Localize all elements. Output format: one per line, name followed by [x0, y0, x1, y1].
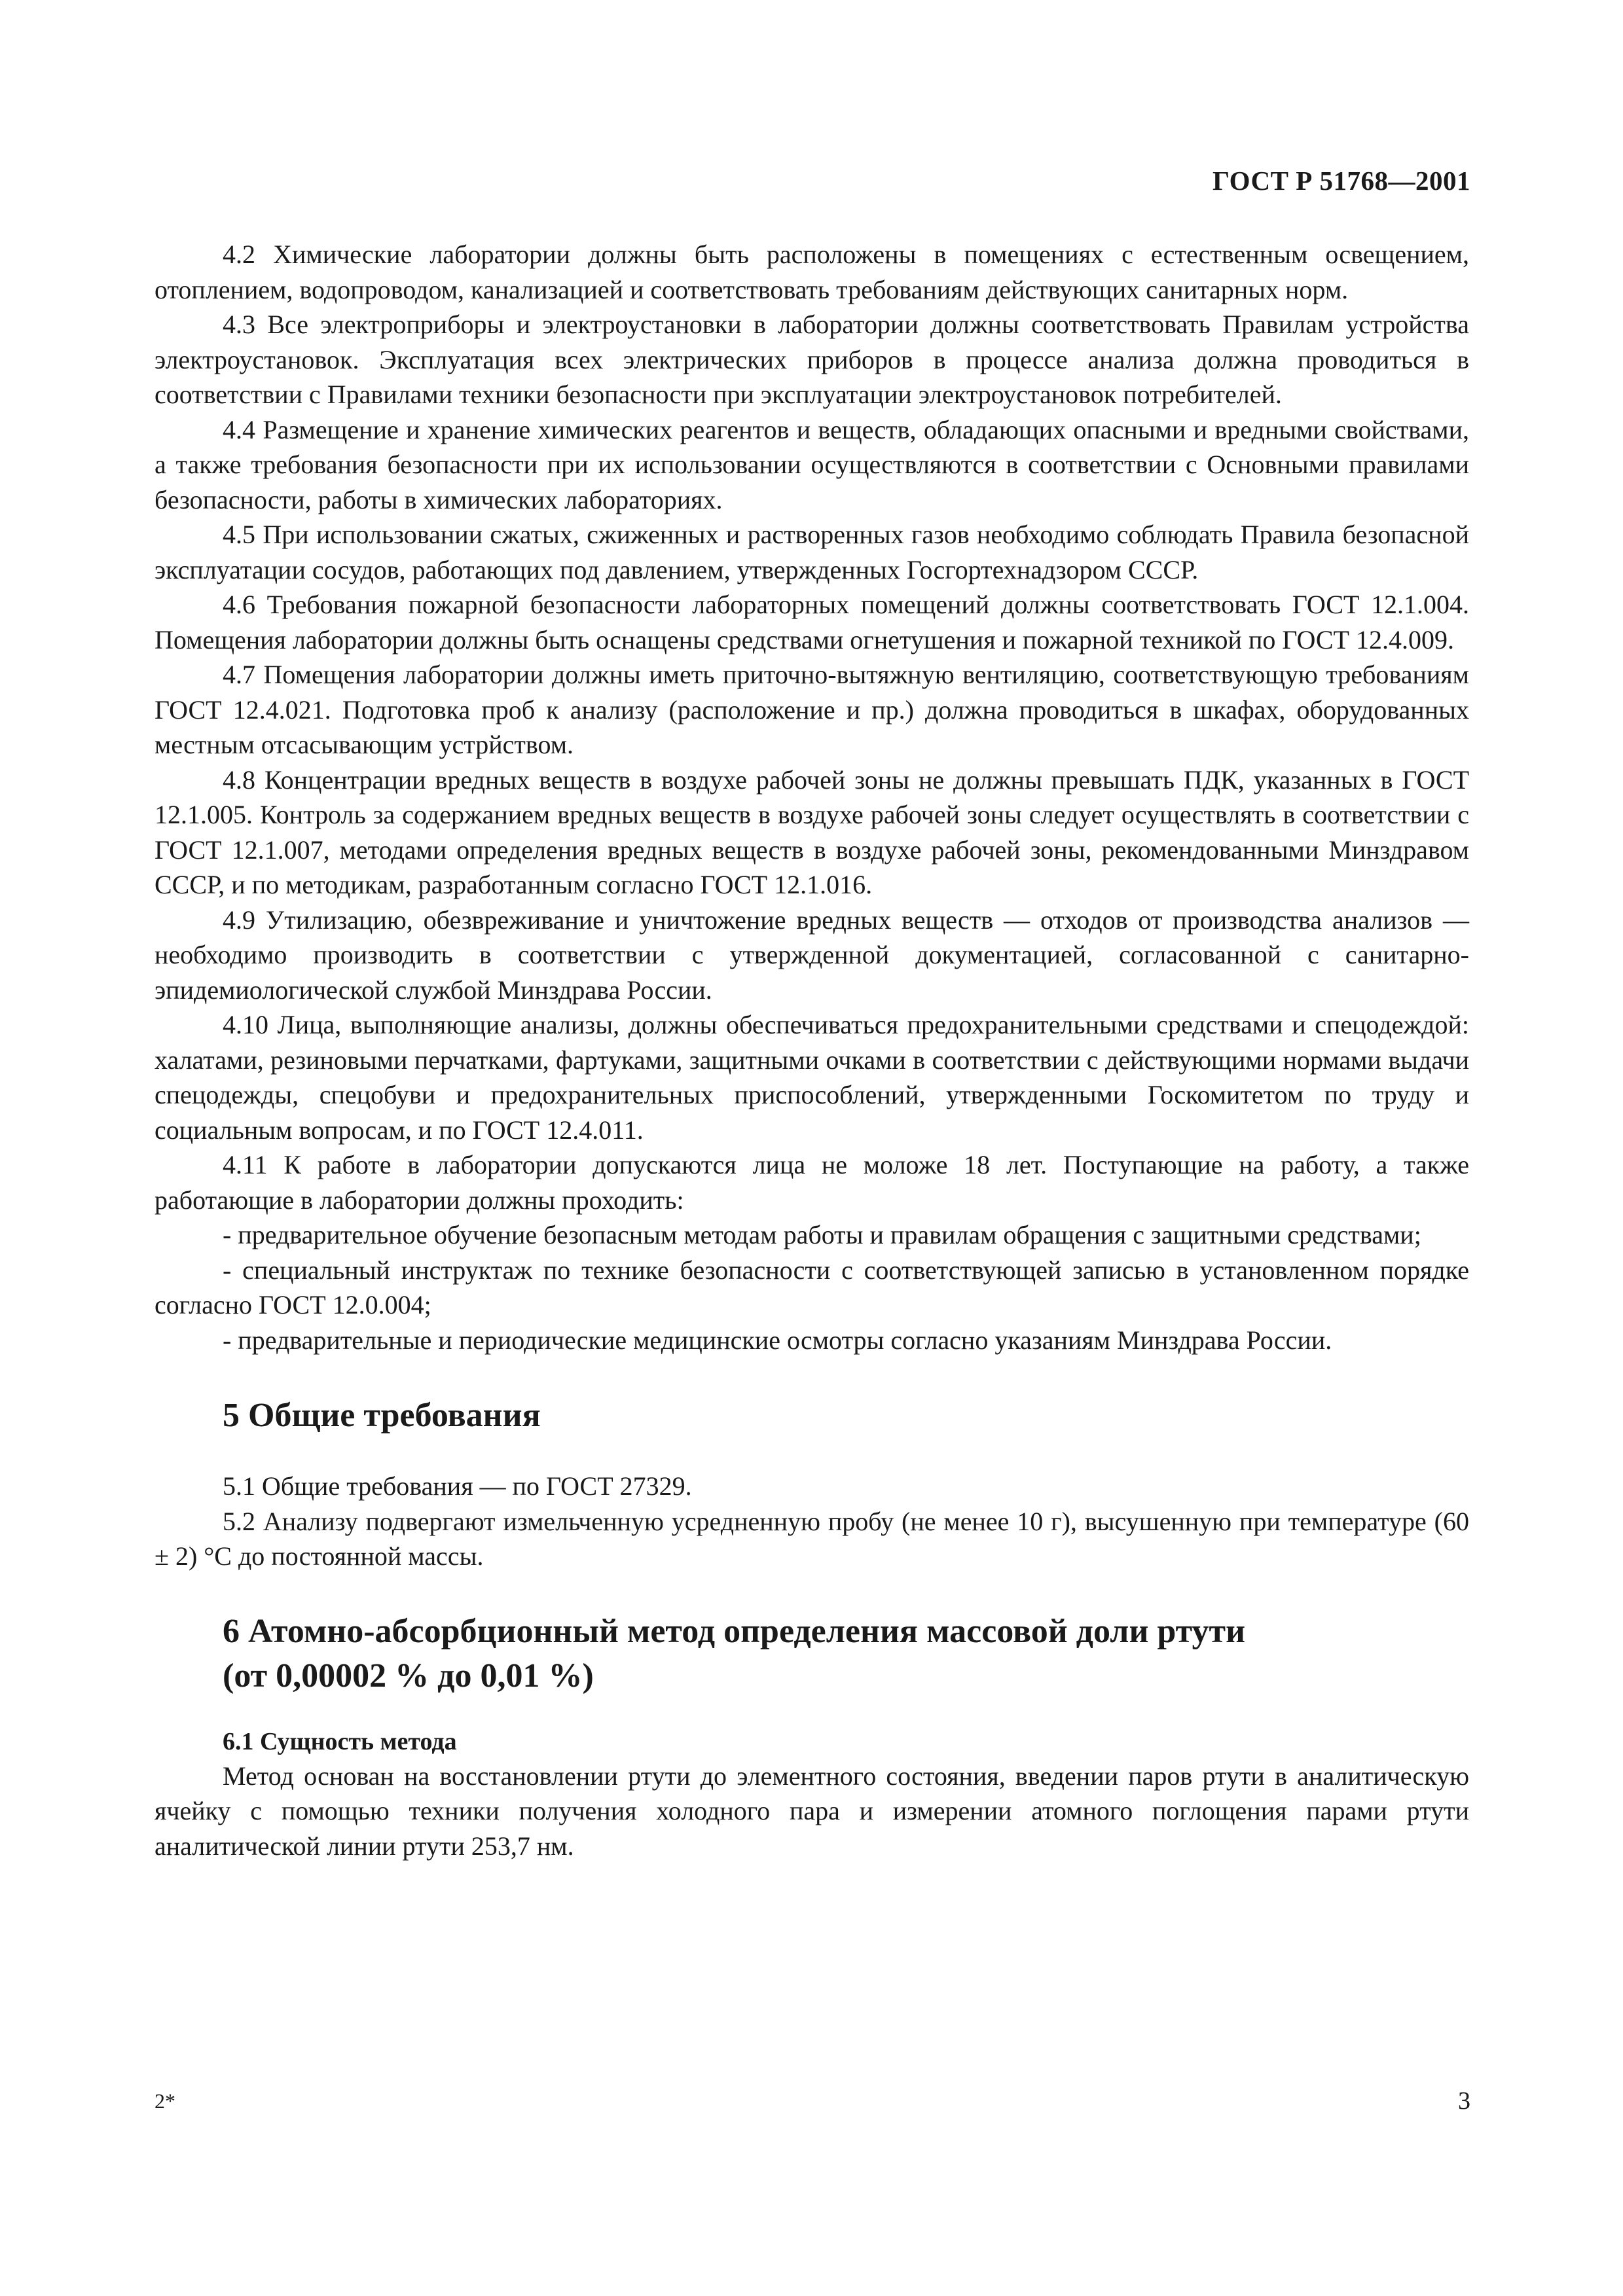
list-item: - предварительное обучение безопасным методам работы и правилам обращения с защитными средствами; [223, 1220, 1421, 1249]
list-item: - специальный инструктаж по технике безопасности с соответствующей записью в установленном порядке согласно ГОСТ 12.0.004; [155, 1255, 1469, 1319]
paragraph-4-7: 4.7 Помещения лаборатории должны иметь приточно-вытяжную вентиляцию, соответствующую требованиям ГОСТ 12.4.021. Подготовка проб к анализу (расположение и пр.) должна проводиться в шкафах, оборудованных местным отсасывающим устрйством. [155, 660, 1469, 759]
paragraph-4-6: 4.6 Требования пожарной безопасности лабораторных помещений должны соответствовать ГОСТ 12.1.004. Помещения лаборатории должны быть оснащены средствами огнетушения и пожарной техникой по ГОСТ 12.4.009. [155, 590, 1469, 655]
paragraph-4-10: 4.10 Лица, выполняющие анализы, должны обеспечиваться предохранительными средствами и спецодеждой: халатами, резиновыми перчатками, фартуками, защитными очками в соответствии с действующими нормами выдачи спецодежды, спецобуви и предохранительных приспособлений, утвержденными Госкомитетом по труду и социальным вопросам, и по ГОСТ 12.4.011. [155, 1010, 1469, 1145]
paragraph-4-4: 4.4 Размещение и хранение химических реагентов и веществ, обладающих опасными и вредными свойствами, а также требования безопасности при их использовании осуществляются в соответствии с Основными правилами безопасности, работы в химических лабораториях. [155, 414, 1469, 514]
sheet-mark: 2* [155, 2089, 175, 2113]
paragraph-4-9: 4.9 Утилизацию, обезвреживание и уничтожение вредных веществ — отходов от производства анализов — необходимо производить в соответствии с утвержденной документацией, согласованной с санитарно-эпидемиологической службой Минздрава России. [155, 905, 1469, 1005]
page-number: 3 [1458, 2087, 1470, 2115]
document-body [155, 237, 1469, 1863]
section-5-heading: 5 Общие требования [223, 1397, 541, 1434]
subsection-6-1-heading: 6.1 Сущность метода [223, 1727, 457, 1755]
paragraph-4-3: 4.3 Все электроприборы и электроустановки в лаборатории должны соответствовать Правилам устройства электроустановок. Эксплуатация всех электрических приборов в процессе анализа должна проводиться в соответствии с Правилами техники безопасности при эксплуатации электроустановок потребителей. [155, 310, 1469, 409]
list-item: - предварительные и периодические медицинские осмотры согласно указаниям Минздрава России. [223, 1325, 1332, 1355]
paragraph-4-2: 4.2 Химические лаборатории должны быть расположены в помещениях с естественным освещением, отоплением, водопроводом, канализацией и соответствовать требованиям действующих санитарных норм. [155, 240, 1469, 304]
document-id-header: ГОСТ Р 51768—2001 [1213, 166, 1470, 196]
section-6-heading-line-1: 6 Атомно-абсорбционный метод определения массовой доли ртути [223, 1612, 1246, 1650]
paragraph-5-2: 5.2 Анализу подвергают измельченную усредненную пробу (не менее 10 г), высушенную при температуре (60 ± 2) °С до постоянной массы. [155, 1506, 1469, 1571]
paragraph-6-1: Метод основан на восстановлении ртути до элементного состояния, введении паров ртути в аналитическую ячейку с помощью техники получения холодного пара и измерении атомного поглощения парами ртути аналитической линии ртути 253,7 нм. [155, 1761, 1469, 1861]
paragraph-4-11: 4.11 К работе в лаборатории допускаются лица не моложе 18 лет. Поступающие на работу, а также работающие в лаборатории должны проходить: [155, 1150, 1469, 1215]
paragraph-4-8: 4.8 Концентрации вредных веществ в воздухе рабочей зоны не должны превышать ПДК, указанных в ГОСТ 12.1.005. Контроль за содержанием вредных веществ в воздухе рабочей зоны следует осуществлять в соответствии с ГОСТ 12.1.007, методами определения вредных веществ в воздухе рабочей зоны, рекомендованными Минздравом СССР, и по методикам, разработанным согласно ГОСТ 12.1.016. [155, 764, 1469, 899]
paragraph-4-5: 4.5 При использовании сжатых, сжиженных и растворенных газов необходимо соблюдать Правила безопасной эксплуатации сосудов, работающих под давлением, утвержденных Госгортехнадзором СССР. [155, 520, 1469, 584]
paragraph-5-1: 5.1 Общие требования — по ГОСТ 27329. [223, 1471, 692, 1501]
section-6-heading-line-2: (от 0,00002 % до 0,01 %) [223, 1657, 594, 1695]
section-6-heading [223, 1609, 1469, 1698]
